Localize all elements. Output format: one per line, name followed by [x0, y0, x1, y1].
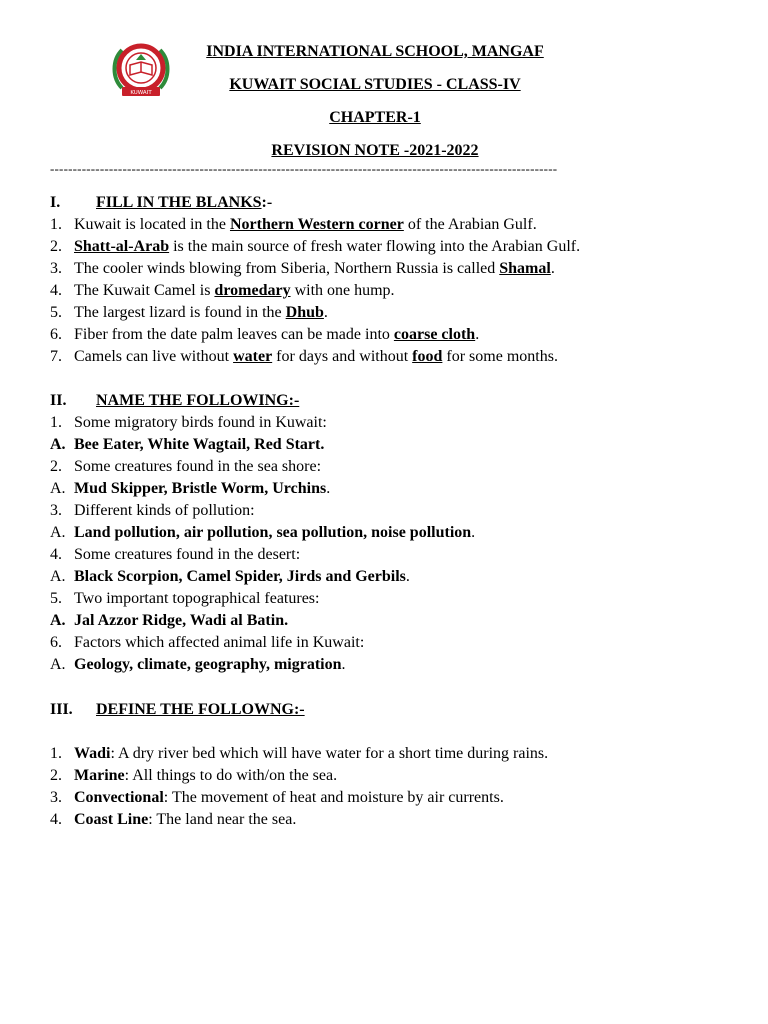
- item-answer: coarse cloth: [393, 326, 476, 343]
- item-number: 5.: [50, 304, 62, 321]
- item-text: Camels can live without: [74, 348, 234, 365]
- definition-text: : All things to do with/on the sea.: [124, 767, 338, 784]
- question-number: 5.: [50, 590, 62, 607]
- section-1-title: FILL IN THE BLANKS: [96, 194, 262, 211]
- definition-text: : A dry river bed which will have water for a short time during rains.: [110, 745, 549, 762]
- question-number: 3.: [50, 502, 62, 519]
- definition-term: Convectional: [74, 789, 164, 806]
- section-1-suffix: :-: [261, 194, 273, 211]
- item-number: 6.: [50, 326, 62, 343]
- item-text: The Kuwait Camel is: [74, 282, 215, 299]
- answer-marker: A.: [50, 656, 66, 673]
- section-2-title: NAME THE FOLLOWING:-: [96, 392, 300, 409]
- item-answer: Dhub: [285, 304, 324, 321]
- blank-item: [50, 259, 555, 279]
- answer-marker: A.: [50, 568, 66, 585]
- question-line: [50, 501, 255, 521]
- item-number: 1.: [50, 216, 62, 233]
- section-3-title: DEFINE THE FOLLOWNG:-: [96, 701, 305, 718]
- definition-text: : The movement of heat and moisture by air currents.: [163, 789, 504, 806]
- answer-line: [50, 655, 346, 675]
- definition-term: Wadi: [74, 745, 111, 762]
- item-number: 1.: [50, 745, 62, 762]
- section-3-number: III.: [50, 701, 73, 718]
- subject-title: KUWAIT SOCIAL STUDIES - CLASS-IV: [229, 76, 521, 93]
- item-text: The cooler winds blowing from Siberia, Northern Russia is called: [74, 260, 500, 277]
- item-text: for days and without: [272, 348, 413, 365]
- item-text: The largest lizard is found in the: [74, 304, 286, 321]
- item-answer: Shatt-al-Arab: [74, 238, 170, 255]
- item-number: 3.: [50, 789, 62, 806]
- item-answer: food: [412, 348, 443, 365]
- definition-item: [50, 788, 504, 808]
- question-line: [50, 589, 319, 609]
- answer-text: Bee Eater, White Wagtail, Red Start.: [74, 436, 325, 453]
- item-number: 2.: [50, 767, 62, 784]
- answer-marker: A.: [50, 524, 66, 541]
- item-text: .: [475, 326, 480, 343]
- definition-text: : The land near the sea.: [148, 811, 297, 828]
- blank-item: [50, 215, 537, 235]
- answer-text: Mud Skipper, Bristle Worm, Urchins: [74, 480, 327, 497]
- answer-line: [50, 479, 330, 499]
- item-text: .: [323, 304, 328, 321]
- question-number: 1.: [50, 414, 62, 431]
- answer-end: .: [326, 480, 331, 497]
- item-number: 2.: [50, 238, 62, 255]
- blank-item: [50, 281, 395, 301]
- question-text: Some migratory birds found in Kuwait:: [74, 414, 327, 431]
- question-text: Factors which affected animal life in Kuwait:: [74, 634, 365, 651]
- answer-text: Geology, climate, geography, migration: [74, 656, 342, 673]
- question-line: [50, 457, 321, 477]
- school-name: INDIA INTERNATIONAL SCHOOL, MANGAF: [206, 43, 544, 60]
- section-3-heading: [50, 700, 305, 720]
- question-text: Two important topographical features:: [74, 590, 320, 607]
- definition-item: [50, 810, 296, 830]
- question-text: Different kinds of pollution:: [74, 502, 255, 519]
- section-2-number: II.: [50, 392, 67, 409]
- question-line: [50, 545, 300, 565]
- chapter-title: CHAPTER-1: [329, 109, 421, 126]
- item-text: is the main source of fresh water flowing into the Arabian Gulf.: [169, 238, 581, 255]
- item-text: with one hump.: [290, 282, 395, 299]
- question-text: Some creatures found in the sea shore:: [74, 458, 322, 475]
- question-line: [50, 633, 364, 653]
- section-1-number: I.: [50, 194, 61, 211]
- blank-item: [50, 303, 328, 323]
- definition-item: [50, 744, 548, 764]
- item-answer: Shamal: [499, 260, 551, 277]
- definition-term: Marine: [74, 767, 125, 784]
- item-answer: water: [233, 348, 273, 365]
- answer-text: Jal Azzor Ridge, Wadi al Batin.: [74, 612, 289, 629]
- item-text: for some months.: [442, 348, 558, 365]
- answer-line: [50, 611, 288, 631]
- question-number: 2.: [50, 458, 62, 475]
- section-1-heading: [50, 193, 272, 213]
- question-line: [50, 413, 327, 433]
- answer-marker: A.: [50, 480, 66, 497]
- answer-text: Land pollution, air pollution, sea pollution, noise pollution: [74, 524, 472, 541]
- blank-item: [50, 347, 558, 367]
- dashed-divider: ----------------------------------------------------------------------------------------------------------------: [50, 161, 558, 176]
- item-number: 7.: [50, 348, 62, 365]
- answer-text: Black Scorpion, Camel Spider, Jirds and Gerbils: [74, 568, 406, 585]
- definition-term: Coast Line: [74, 811, 149, 828]
- item-text: Kuwait is located in the: [74, 216, 230, 233]
- answer-line: [50, 435, 324, 455]
- question-number: 6.: [50, 634, 62, 651]
- item-number: 4.: [50, 811, 62, 828]
- blank-item: [50, 325, 479, 345]
- section-2-heading: [50, 391, 299, 411]
- revision-note-title: REVISION NOTE -2021-2022: [271, 142, 479, 159]
- blank-item: [50, 237, 580, 257]
- item-text: Fiber from the date palm leaves can be made into: [74, 326, 394, 343]
- logo-ribbon-text: KUWAIT: [130, 90, 152, 96]
- definition-item: [50, 766, 337, 786]
- item-text: .: [550, 260, 555, 277]
- answer-marker: A.: [50, 612, 66, 629]
- item-number: 4.: [50, 282, 62, 299]
- answer-end: .: [471, 524, 476, 541]
- question-text: Some creatures found in the desert:: [74, 546, 301, 563]
- answer-line: [50, 523, 475, 543]
- answer-marker: A.: [50, 436, 66, 453]
- item-number: 3.: [50, 260, 62, 277]
- item-answer: dromedary: [214, 282, 291, 299]
- item-text: of the Arabian Gulf.: [403, 216, 537, 233]
- answer-end: .: [405, 568, 410, 585]
- answer-line: [50, 567, 410, 587]
- question-number: 4.: [50, 546, 62, 563]
- answer-end: .: [341, 656, 346, 673]
- item-answer: Northern Western corner: [229, 216, 404, 233]
